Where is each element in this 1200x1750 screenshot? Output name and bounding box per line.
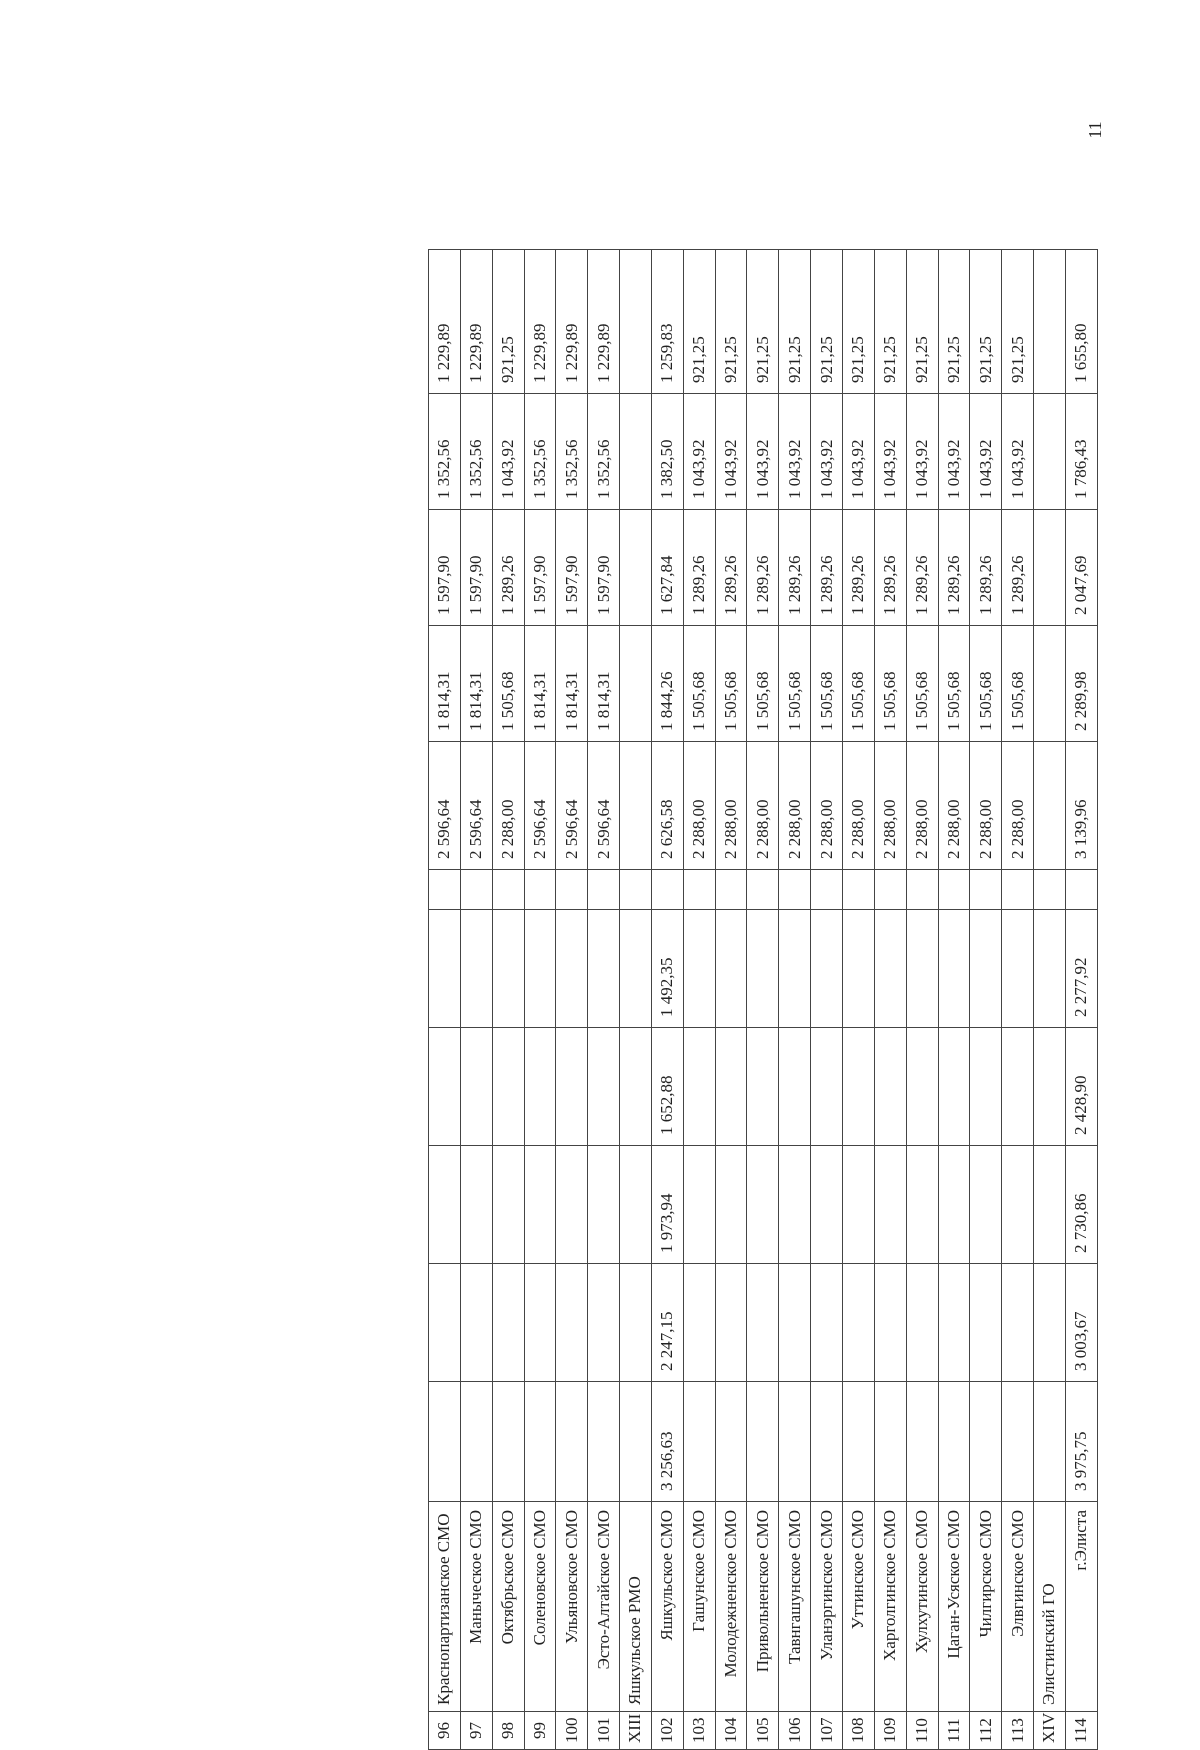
value-cell: 921,25 (811, 250, 843, 394)
value-cell (1002, 1382, 1034, 1502)
municipality-name: Уттинское СМО (842, 1502, 874, 1712)
value-cell (429, 1028, 461, 1146)
value-cell: 1 814,31 (588, 626, 620, 742)
value-cell (588, 1264, 620, 1382)
row-number: 103 (683, 1712, 715, 1750)
value-cell: 921,25 (970, 250, 1002, 394)
value-cell (588, 1146, 620, 1264)
rates-table (428, 249, 1098, 1750)
municipality-name: Краснопартизанское СМО (429, 1502, 461, 1712)
value-cell (842, 870, 874, 910)
value-cell: 2 247,15 (651, 1264, 683, 1382)
value-cell (556, 1028, 588, 1146)
value-cell (747, 1264, 779, 1382)
value-cell: 1 289,26 (779, 510, 811, 626)
value-cell: 1 043,92 (970, 394, 1002, 510)
value-cell: 921,25 (1002, 250, 1034, 394)
value-cell (811, 870, 843, 910)
value-cell (1034, 742, 1066, 870)
value-cell (620, 870, 652, 910)
value-cell (588, 1382, 620, 1502)
value-cell: 1 289,26 (1002, 510, 1034, 626)
value-cell (747, 1382, 779, 1502)
value-cell: 2 288,00 (747, 742, 779, 870)
value-cell: 921,25 (842, 250, 874, 394)
value-cell (715, 1028, 747, 1146)
value-cell (842, 1382, 874, 1502)
value-cell: 1 814,31 (524, 626, 556, 742)
value-cell (683, 1146, 715, 1264)
value-cell: 1 655,80 (1065, 250, 1097, 394)
value-cell (429, 910, 461, 1028)
value-cell: 1 844,26 (651, 626, 683, 742)
value-cell (906, 1382, 938, 1502)
value-cell (779, 1028, 811, 1146)
municipality-name: Яшкульское РМО (620, 1502, 652, 1712)
value-cell: 3 256,63 (651, 1382, 683, 1502)
value-cell: 2 626,58 (651, 742, 683, 870)
value-cell: 1 259,83 (651, 250, 683, 394)
value-cell (524, 1028, 556, 1146)
value-cell: 1 652,88 (651, 1028, 683, 1146)
value-cell (620, 1382, 652, 1502)
value-cell: 1 505,68 (842, 626, 874, 742)
value-cell: 2 288,00 (1002, 742, 1034, 870)
value-cell: 1 289,26 (970, 510, 1002, 626)
value-cell: 1 505,68 (683, 626, 715, 742)
value-cell (620, 742, 652, 870)
value-cell (524, 1382, 556, 1502)
value-cell (524, 1264, 556, 1382)
table-row (524, 250, 556, 1750)
value-cell: 2 596,64 (460, 742, 492, 870)
value-cell: 1 229,89 (556, 250, 588, 394)
value-cell (1034, 910, 1066, 1028)
value-cell (747, 910, 779, 1028)
table-row (651, 250, 683, 1750)
row-number: 97 (460, 1712, 492, 1750)
value-cell (715, 1146, 747, 1264)
value-cell (524, 1146, 556, 1264)
value-cell (842, 910, 874, 1028)
table-body (429, 250, 1098, 1750)
municipality-name: Хулхутинское СМО (906, 1502, 938, 1712)
row-number: 112 (970, 1712, 1002, 1750)
value-cell (620, 1028, 652, 1146)
row-number: 101 (588, 1712, 620, 1750)
row-number: 111 (938, 1712, 970, 1750)
value-cell (460, 1028, 492, 1146)
row-number: 102 (651, 1712, 683, 1750)
municipality-name: Привольненское СМО (747, 1502, 779, 1712)
value-cell (620, 394, 652, 510)
value-cell (970, 1264, 1002, 1382)
municipality-name: Эсто-Алтайское СМО (588, 1502, 620, 1712)
row-number: 96 (429, 1712, 461, 1750)
value-cell: 1 289,26 (874, 510, 906, 626)
row-number: 110 (906, 1712, 938, 1750)
value-cell (524, 870, 556, 910)
value-cell: 1 043,92 (747, 394, 779, 510)
value-cell (492, 1264, 524, 1382)
value-cell (460, 870, 492, 910)
municipality-name: Соленовское СМО (524, 1502, 556, 1712)
value-cell (874, 1146, 906, 1264)
value-cell: 1 505,68 (715, 626, 747, 742)
value-cell (429, 1382, 461, 1502)
value-cell (492, 910, 524, 1028)
value-cell (588, 1028, 620, 1146)
municipality-name: Чилгирское СМО (970, 1502, 1002, 1712)
value-cell (460, 1146, 492, 1264)
value-cell: 1 352,56 (460, 394, 492, 510)
value-cell (556, 1382, 588, 1502)
value-cell (842, 1146, 874, 1264)
value-cell (492, 1382, 524, 1502)
value-cell (492, 1146, 524, 1264)
value-cell (492, 1028, 524, 1146)
value-cell: 1 043,92 (874, 394, 906, 510)
value-cell: 2 288,00 (970, 742, 1002, 870)
value-cell (556, 870, 588, 910)
row-number: 108 (842, 1712, 874, 1750)
municipality-name: Цаган-Усяское СМО (938, 1502, 970, 1712)
value-cell: 1 505,68 (492, 626, 524, 742)
value-cell (715, 1382, 747, 1502)
value-cell: 1 505,68 (811, 626, 843, 742)
table-row (588, 250, 620, 1750)
value-cell: 1 043,92 (492, 394, 524, 510)
value-cell: 2 730,86 (1065, 1146, 1097, 1264)
value-cell: 1 043,92 (811, 394, 843, 510)
value-cell: 3 003,67 (1065, 1264, 1097, 1382)
value-cell: 1 043,92 (1002, 394, 1034, 510)
value-cell (1002, 870, 1034, 910)
municipality-name: Тавнгашунское СМО (779, 1502, 811, 1712)
value-cell (460, 910, 492, 1028)
table-row (747, 250, 779, 1750)
value-cell: 1 229,89 (460, 250, 492, 394)
value-cell: 2 289,98 (1065, 626, 1097, 742)
value-cell (938, 1264, 970, 1382)
value-cell (747, 870, 779, 910)
value-cell: 921,25 (747, 250, 779, 394)
value-cell: 921,25 (874, 250, 906, 394)
municipality-name: Ульяновское СМО (556, 1502, 588, 1712)
table-row (1065, 250, 1097, 1750)
value-cell: 3 139,96 (1065, 742, 1097, 870)
value-cell (1034, 1146, 1066, 1264)
value-cell (938, 1382, 970, 1502)
value-cell (811, 1146, 843, 1264)
page-number: 11 (1085, 121, 1105, 139)
value-cell (1002, 910, 1034, 1028)
value-cell (620, 910, 652, 1028)
municipality-name: Харголгинское СМО (874, 1502, 906, 1712)
value-cell (779, 1264, 811, 1382)
value-cell (620, 510, 652, 626)
municipality-name: Яшкульское СМО (651, 1502, 683, 1712)
value-cell (715, 870, 747, 910)
value-cell: 1 505,68 (874, 626, 906, 742)
value-cell (874, 870, 906, 910)
value-cell (906, 910, 938, 1028)
row-number: 99 (524, 1712, 556, 1750)
value-cell: 2 288,00 (874, 742, 906, 870)
municipality-name: Элвгинское СМО (1002, 1502, 1034, 1712)
value-cell: 2 288,00 (492, 742, 524, 870)
value-cell (620, 626, 652, 742)
value-cell (715, 1264, 747, 1382)
value-cell (938, 1028, 970, 1146)
value-cell: 1 597,90 (588, 510, 620, 626)
value-cell (1002, 1028, 1034, 1146)
value-cell: 1 289,26 (906, 510, 938, 626)
value-cell: 1 786,43 (1065, 394, 1097, 510)
table-row (1034, 250, 1066, 1750)
value-cell: 1 505,68 (779, 626, 811, 742)
value-cell (683, 1264, 715, 1382)
value-cell (779, 1382, 811, 1502)
value-cell: 1 597,90 (460, 510, 492, 626)
value-cell (524, 910, 556, 1028)
value-cell (429, 1146, 461, 1264)
value-cell: 1 229,89 (429, 250, 461, 394)
value-cell (874, 1382, 906, 1502)
value-cell: 1 627,84 (651, 510, 683, 626)
value-cell: 1 352,56 (588, 394, 620, 510)
value-cell: 1 597,90 (429, 510, 461, 626)
row-number: 100 (556, 1712, 588, 1750)
value-cell (1002, 1146, 1034, 1264)
value-cell (811, 1382, 843, 1502)
value-cell: 2 288,00 (779, 742, 811, 870)
value-cell (683, 1382, 715, 1502)
value-cell (588, 910, 620, 1028)
value-cell: 921,25 (779, 250, 811, 394)
value-cell (811, 1028, 843, 1146)
value-cell: 1 229,89 (524, 250, 556, 394)
value-cell: 3 975,75 (1065, 1382, 1097, 1502)
value-cell: 1 289,26 (811, 510, 843, 626)
value-cell: 1 289,26 (938, 510, 970, 626)
value-cell: 2 596,64 (556, 742, 588, 870)
value-cell: 1 352,56 (429, 394, 461, 510)
value-cell (779, 870, 811, 910)
municipality-name: Гашунское СМО (683, 1502, 715, 1712)
row-number: 114 (1065, 1712, 1097, 1750)
value-cell (1034, 510, 1066, 626)
value-cell (429, 1264, 461, 1382)
value-cell (938, 870, 970, 910)
value-cell: 1 505,68 (970, 626, 1002, 742)
value-cell: 2 288,00 (811, 742, 843, 870)
value-cell (683, 910, 715, 1028)
value-cell: 1 597,90 (556, 510, 588, 626)
table-row (429, 250, 461, 1750)
table-row (492, 250, 524, 1750)
value-cell: 921,25 (906, 250, 938, 394)
value-cell (811, 910, 843, 1028)
value-cell (811, 1264, 843, 1382)
value-cell: 2 288,00 (715, 742, 747, 870)
value-cell (429, 870, 461, 910)
value-cell: 1 043,92 (842, 394, 874, 510)
value-cell: 1 382,50 (651, 394, 683, 510)
municipality-name: г.Элиста (1065, 1502, 1097, 1712)
value-cell: 2 596,64 (524, 742, 556, 870)
value-cell (1034, 1382, 1066, 1502)
value-cell (842, 1028, 874, 1146)
value-cell (906, 1028, 938, 1146)
value-cell: 1 505,68 (747, 626, 779, 742)
value-cell (1065, 870, 1097, 910)
value-cell: 1 229,89 (588, 250, 620, 394)
value-cell (620, 1146, 652, 1264)
row-number: 98 (492, 1712, 524, 1750)
row-number: 107 (811, 1712, 843, 1750)
value-cell: 1 043,92 (683, 394, 715, 510)
value-cell (906, 1264, 938, 1382)
row-number: 106 (779, 1712, 811, 1750)
table-row (874, 250, 906, 1750)
table-row (683, 250, 715, 1750)
value-cell (556, 1264, 588, 1382)
value-cell (620, 250, 652, 394)
value-cell: 1 505,68 (938, 626, 970, 742)
value-cell (588, 870, 620, 910)
municipality-name: Элистинский ГО (1034, 1502, 1066, 1712)
value-cell: 921,25 (683, 250, 715, 394)
value-cell: 1 289,26 (842, 510, 874, 626)
rotated-table-container (428, 250, 1098, 1750)
value-cell: 921,25 (938, 250, 970, 394)
value-cell (556, 1146, 588, 1264)
value-cell (492, 870, 524, 910)
table-row (811, 250, 843, 1750)
value-cell (874, 910, 906, 1028)
value-cell: 1 289,26 (683, 510, 715, 626)
value-cell (1034, 626, 1066, 742)
value-cell (1034, 1028, 1066, 1146)
value-cell: 1 597,90 (524, 510, 556, 626)
value-cell: 1 043,92 (779, 394, 811, 510)
value-cell (779, 910, 811, 1028)
value-cell (1034, 394, 1066, 510)
value-cell (970, 1028, 1002, 1146)
municipality-name: Уланэргинское СМО (811, 1502, 843, 1712)
table-row (460, 250, 492, 1750)
value-cell (938, 1146, 970, 1264)
value-cell: 2 288,00 (938, 742, 970, 870)
value-cell (874, 1028, 906, 1146)
value-cell: 2 047,69 (1065, 510, 1097, 626)
value-cell (683, 1028, 715, 1146)
value-cell (842, 1264, 874, 1382)
row-number: 104 (715, 1712, 747, 1750)
value-cell: 2 288,00 (683, 742, 715, 870)
value-cell: 2 596,64 (429, 742, 461, 870)
value-cell (1034, 250, 1066, 394)
table-row (620, 250, 652, 1750)
value-cell (779, 1146, 811, 1264)
value-cell: 1 505,68 (906, 626, 938, 742)
value-cell (460, 1264, 492, 1382)
value-cell: 1 492,35 (651, 910, 683, 1028)
value-cell: 2 277,92 (1065, 910, 1097, 1028)
value-cell (1002, 1264, 1034, 1382)
value-cell: 1 289,26 (492, 510, 524, 626)
value-cell: 1 814,31 (460, 626, 492, 742)
value-cell (906, 1146, 938, 1264)
value-cell (556, 910, 588, 1028)
value-cell: 1 043,92 (938, 394, 970, 510)
value-cell (747, 1028, 779, 1146)
row-number: 109 (874, 1712, 906, 1750)
value-cell (938, 910, 970, 1028)
value-cell: 921,25 (492, 250, 524, 394)
value-cell (651, 870, 683, 910)
table-row (1002, 250, 1034, 1750)
table-row (970, 250, 1002, 1750)
value-cell (970, 1382, 1002, 1502)
value-cell (683, 870, 715, 910)
municipality-name: Октябрьское СМО (492, 1502, 524, 1712)
row-number: XIV (1034, 1712, 1066, 1750)
value-cell: 1 505,68 (1002, 626, 1034, 742)
municipality-name: Маныческое СМО (460, 1502, 492, 1712)
table-row (779, 250, 811, 1750)
value-cell (906, 870, 938, 910)
value-cell: 1 289,26 (715, 510, 747, 626)
value-cell: 921,25 (715, 250, 747, 394)
value-cell: 1 973,94 (651, 1146, 683, 1264)
value-cell (874, 1264, 906, 1382)
value-cell (460, 1382, 492, 1502)
table-row (906, 250, 938, 1750)
row-number: 113 (1002, 1712, 1034, 1750)
value-cell: 1 352,56 (556, 394, 588, 510)
value-cell: 1 352,56 (524, 394, 556, 510)
table-row (556, 250, 588, 1750)
value-cell (620, 1264, 652, 1382)
value-cell (715, 910, 747, 1028)
value-cell: 1 289,26 (747, 510, 779, 626)
table-row (842, 250, 874, 1750)
value-cell: 1 814,31 (429, 626, 461, 742)
value-cell: 2 428,90 (1065, 1028, 1097, 1146)
value-cell (747, 1146, 779, 1264)
table-row (938, 250, 970, 1750)
value-cell: 1 043,92 (906, 394, 938, 510)
value-cell: 2 596,64 (588, 742, 620, 870)
value-cell (1034, 870, 1066, 910)
row-number: 105 (747, 1712, 779, 1750)
value-cell: 1 043,92 (715, 394, 747, 510)
value-cell: 2 288,00 (906, 742, 938, 870)
value-cell (970, 870, 1002, 910)
table-row (715, 250, 747, 1750)
value-cell (970, 1146, 1002, 1264)
value-cell: 1 814,31 (556, 626, 588, 742)
value-cell (970, 910, 1002, 1028)
value-cell: 2 288,00 (842, 742, 874, 870)
row-number: XIII (620, 1712, 652, 1750)
municipality-name: Молодежненское СМО (715, 1502, 747, 1712)
value-cell (1034, 1264, 1066, 1382)
